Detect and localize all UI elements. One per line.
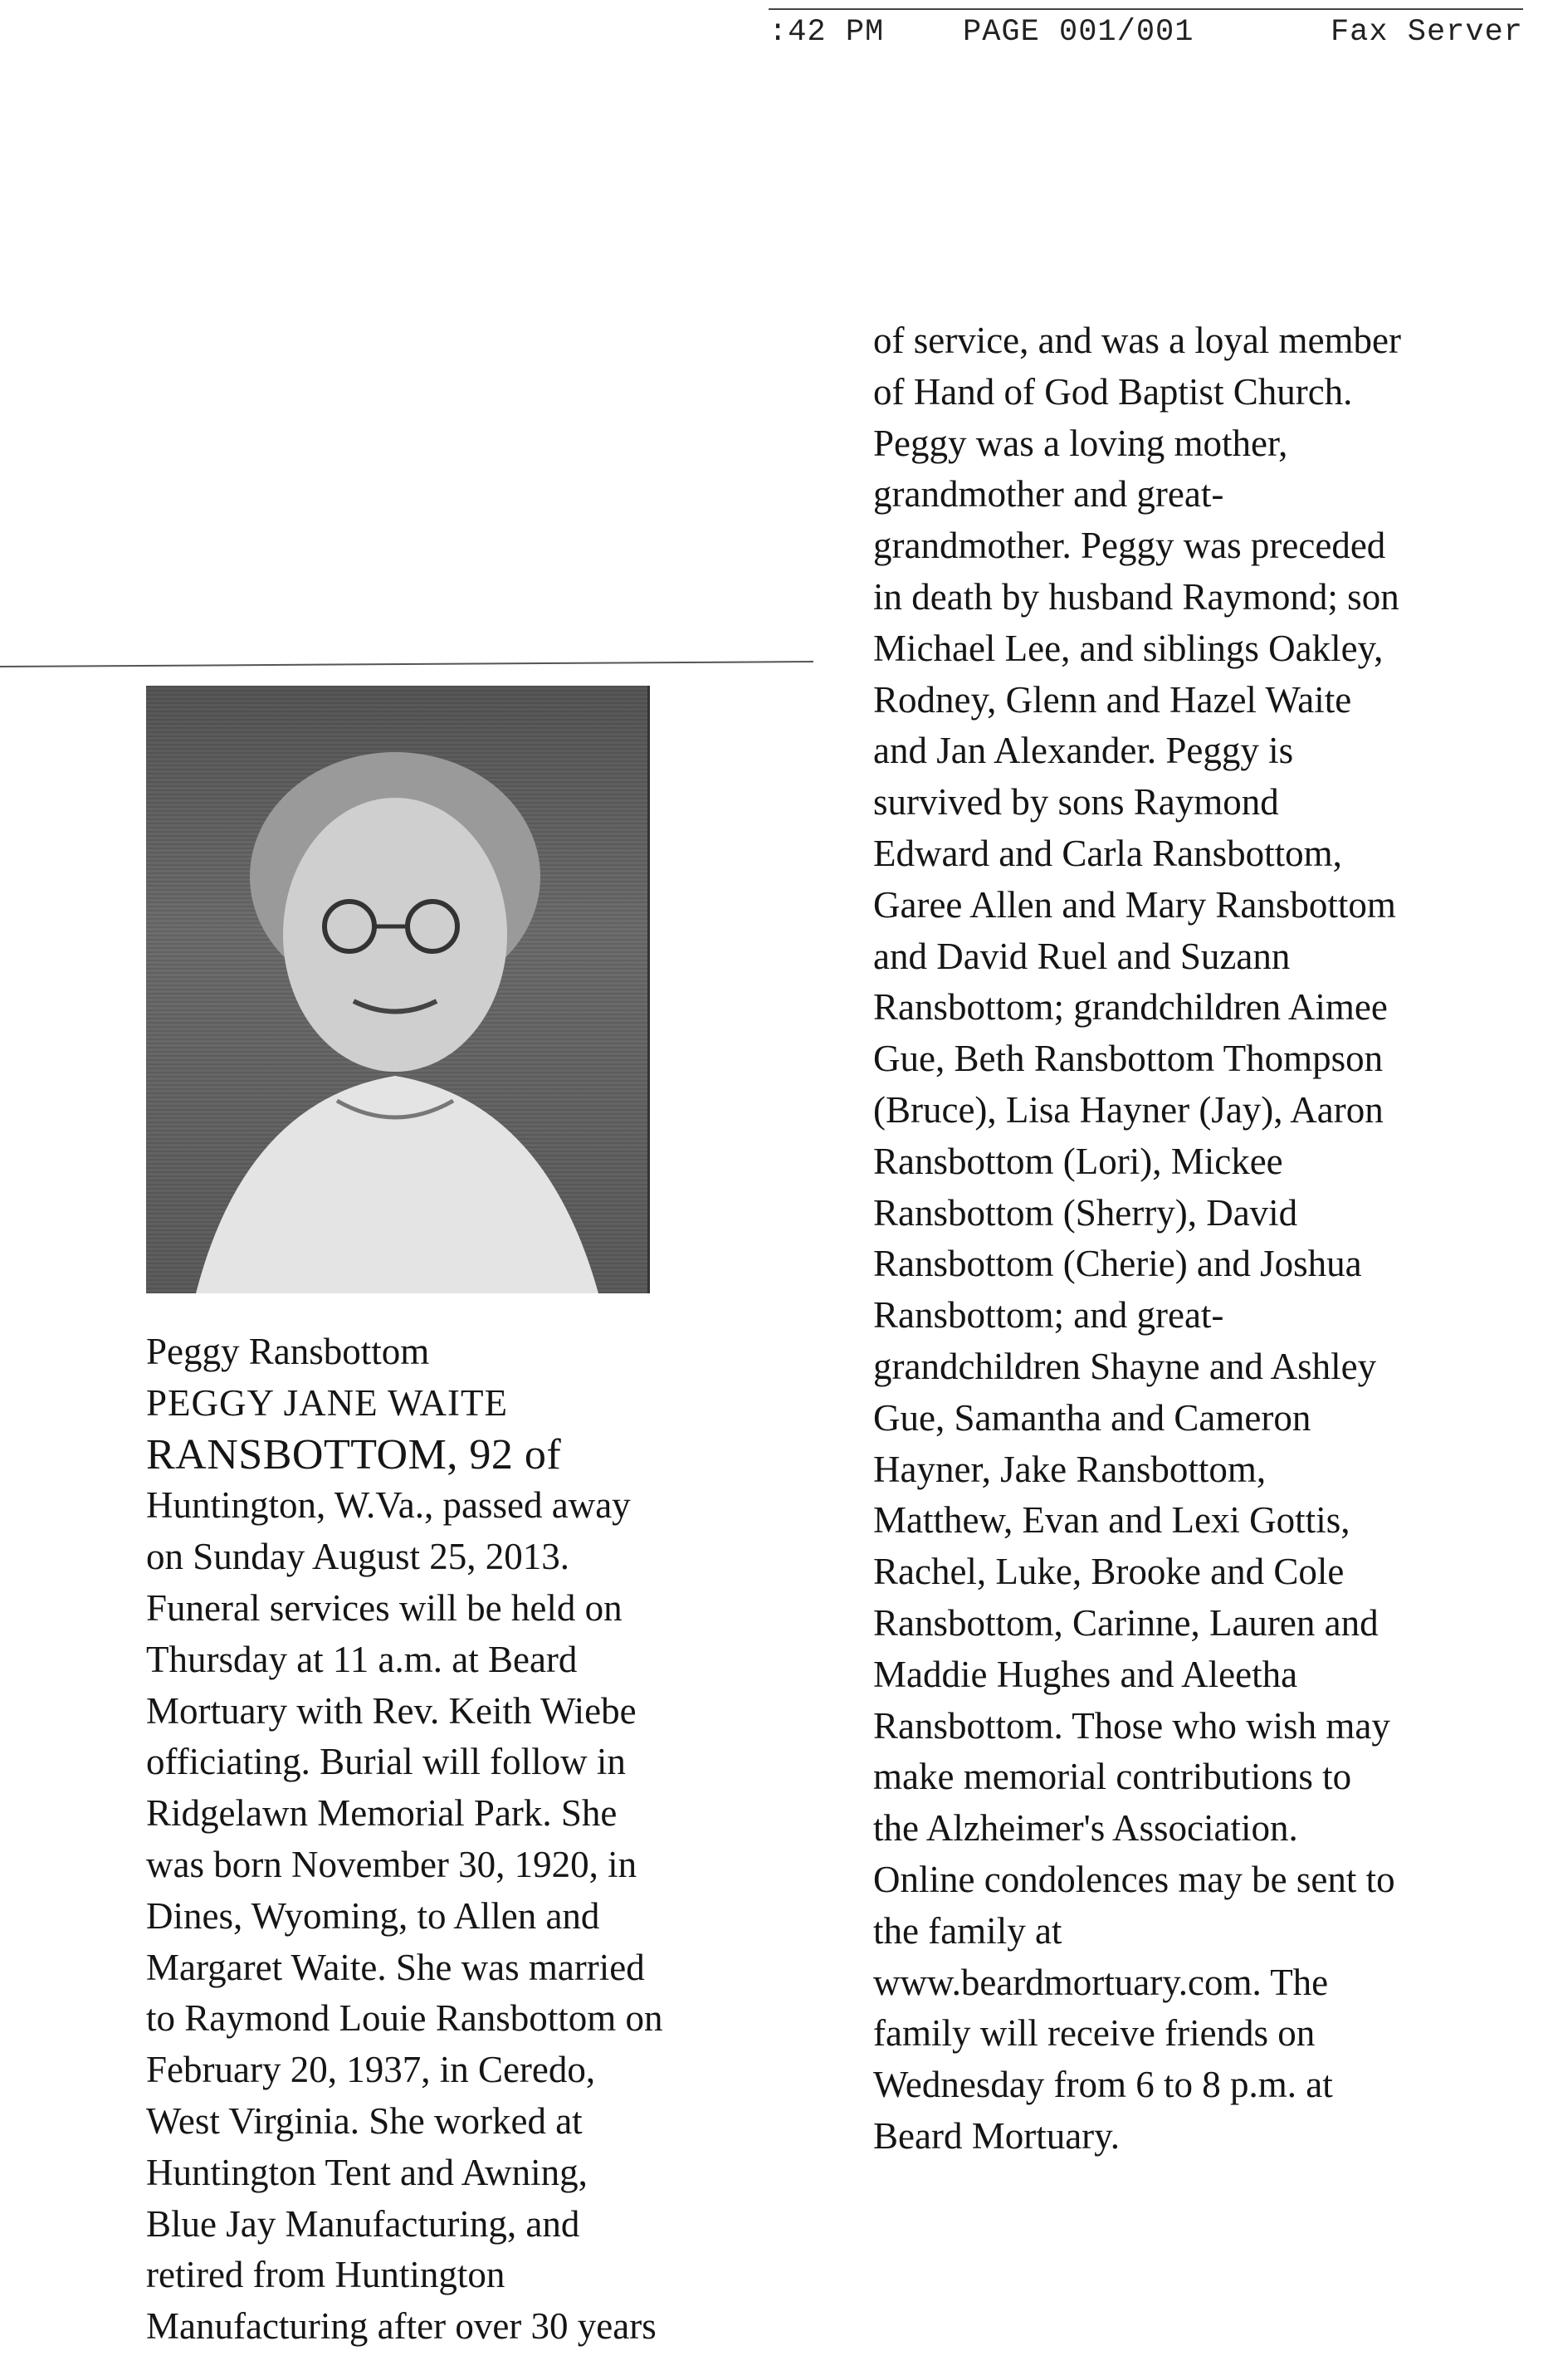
obituary-text-line: Michael Lee, and siblings Oakley, — [873, 627, 1384, 669]
obituary-text-line: to Raymond Louie Ransbottom on — [146, 1997, 663, 2040]
obituary-text-line: Ridgelawn Memorial Park. She — [146, 1792, 618, 1835]
obituary-text-line: and Jan Alexander. Peggy is — [873, 730, 1294, 772]
obituary-text-line: Thursday at 11 a.m. at Beard — [146, 1638, 578, 1680]
obituary-text-line: Garee Allen and Mary Ransbottom — [873, 883, 1396, 926]
portrait-photo — [146, 686, 650, 1293]
obituary-text-line: Ransbottom (Cherie) and Joshua — [873, 1243, 1362, 1285]
obituary-text-line: RANSBOTTOM, 92 of — [146, 1430, 562, 1478]
obituary-text-line: grandchildren Shayne and Ashley — [873, 1345, 1377, 1387]
obituary-text-line: Ransbottom (Lori), Mickee — [873, 1140, 1283, 1182]
portrait-illustration — [146, 686, 647, 1293]
obituary-text-line: Wednesday from 6 to 8 p.m. at — [873, 2064, 1333, 2106]
obituary-text-line: Ransbottom. Those who wish may — [873, 1704, 1390, 1747]
obituary-text-line: Ransbottom; and great- — [873, 1294, 1224, 1337]
obituary-text-line: family will receive friends on — [873, 2012, 1316, 2055]
obituary-text-line: of Hand of God Baptist Church. — [873, 370, 1353, 413]
obituary-text-line: survived by sons Raymond — [873, 781, 1279, 823]
obituary-text-line: Funeral services will be held on — [146, 1586, 623, 1629]
obituary-right-column — [873, 315, 1529, 2163]
fax-page-count: PAGE 001/001 — [963, 15, 1194, 50]
obituary-text-line: grandmother and great- — [873, 473, 1224, 516]
obituary-heading: Peggy Ransbottom — [146, 1331, 430, 1372]
clipping-cut-line — [0, 661, 813, 667]
obituary-text-line: Ransbottom, Carinne, Lauren and — [873, 1601, 1379, 1644]
obituary-text-line: and David Ruel and Suzann — [873, 935, 1291, 977]
obituary-text-line: Gue, Beth Ransbottom Thompson — [873, 1038, 1384, 1080]
obituary-left-column — [146, 1327, 777, 2353]
obituary-text-line: on Sunday August 25, 2013. — [146, 1536, 570, 1578]
obituary-text-line: Online condolences may be sent to — [873, 1858, 1395, 1900]
obituary-text-line: was born November 30, 1920, in — [146, 1843, 637, 1885]
obituary-text-line: Dines, Wyoming, to Allen and — [146, 1894, 600, 1937]
obituary-text-line: www.beardmortuary.com. The — [873, 1961, 1329, 2003]
obituary-text-line: Margaret Waite. She was married — [146, 1946, 645, 1988]
obituary-text-line: retired from Huntington — [146, 2254, 505, 2296]
obituary-text-line: the family at — [873, 1909, 1062, 1952]
obituary-text-line: Rachel, Luke, Brooke and Cole — [873, 1551, 1345, 1593]
obituary-text-line: Manufacturing after over 30 years — [146, 2305, 657, 2348]
obituary-text-line: Maddie Hughes and Aleetha — [873, 1653, 1298, 1695]
obituary-text-line: Mortuary with Rev. Keith Wiebe — [146, 1689, 637, 1732]
obituary-text-line: Matthew, Evan and Lexi Gottis, — [873, 1499, 1350, 1542]
obituary-text-line: Rodney, Glenn and Hazel Waite — [873, 678, 1352, 721]
obituary-text-line: grandmother. Peggy was preceded — [873, 525, 1386, 567]
obituary-text-line: Gue, Samantha and Cameron — [873, 1396, 1311, 1439]
obituary-text-line: Huntington, W.Va., passed away — [146, 1484, 631, 1527]
obituary-text-line: officiating. Burial will follow in — [146, 1741, 626, 1783]
obituary-text-line: West Virginia. She worked at — [146, 2099, 583, 2142]
fax-server-label: Fax Server — [1330, 15, 1523, 50]
obituary-text-line: in death by husband Raymond; son — [873, 575, 1399, 618]
obituary-text-line: (Bruce), Lisa Hayner (Jay), Aaron — [873, 1088, 1384, 1131]
obituary-text-line: February 20, 1937, in Ceredo, — [146, 2049, 596, 2091]
obituary-text-line: Ransbottom; grandchildren Aimee — [873, 986, 1388, 1029]
obituary-text-line: the Alzheimer's Association. — [873, 1807, 1298, 1850]
obituary-text-line: PEGGY JANE WAITE — [146, 1381, 508, 1424]
fax-header — [769, 8, 1523, 55]
obituary-text-line: of service, and was a loyal member — [873, 320, 1401, 361]
obituary-text-line: Hayner, Jake Ransbottom, — [873, 1448, 1267, 1490]
obituary-text-line: make memorial contributions to — [873, 1756, 1352, 1798]
fax-time: :42 PM — [769, 15, 885, 50]
obituary-text-line: Peggy was a loving mother, — [873, 422, 1288, 464]
obituary-text-line: Blue Jay Manufacturing, and — [146, 2202, 580, 2245]
obituary-text-line: Huntington Tent and Awning, — [146, 2151, 588, 2193]
obituary-text-line: Ransbottom (Sherry), David — [873, 1191, 1298, 1234]
obituary-text-line: Beard Mortuary. — [873, 2114, 1120, 2157]
obituary-text-line: Edward and Carla Ransbottom, — [873, 832, 1342, 874]
